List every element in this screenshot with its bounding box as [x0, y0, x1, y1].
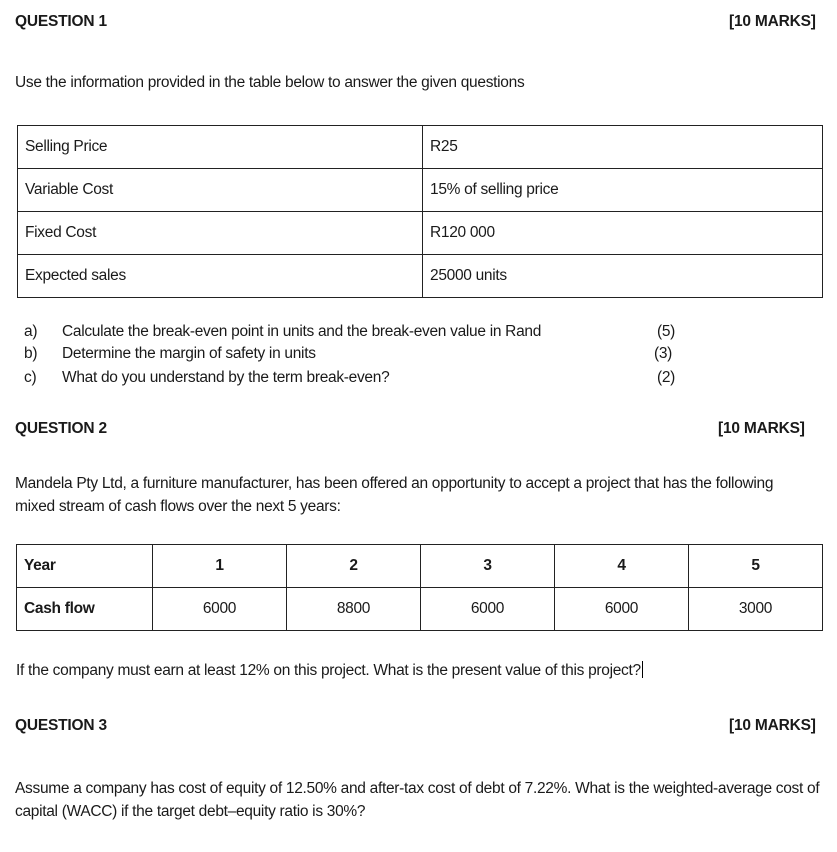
question-1-title: QUESTION 1	[15, 13, 107, 30]
table-cell-value: R120 000	[423, 212, 823, 255]
subquestion-letter: c)	[24, 369, 37, 386]
question-1-data-table	[17, 125, 823, 298]
subquestion-a	[0, 323, 837, 346]
question-2-prompt[interactable]	[16, 661, 643, 680]
table-row-cash-flows	[17, 588, 823, 631]
table-cell-label: Expected sales	[18, 255, 423, 298]
row-label-cash-flow: Cash flow	[17, 588, 153, 631]
table-row-years	[17, 545, 823, 588]
question-3-text: Assume a company has cost of equity of 12.50% and after-tax cost of debt of 7.22%. What is the weighted-average cost of capital (WACC) if the target debt–equity ratio is 30%?	[15, 780, 820, 820]
subquestion-text: Determine the margin of safety in units	[62, 345, 316, 362]
question-1-intro: Use the information provided in the table below to answer the given questions	[15, 74, 525, 91]
cash-flow-cell: 6000	[555, 588, 689, 631]
year-cell: 4	[555, 545, 689, 588]
subquestion-letter: b)	[24, 345, 38, 362]
subquestion-c	[0, 369, 837, 392]
subquestion-marks: (2)	[657, 369, 676, 386]
subquestion-text: Calculate the break-even point in units and the break-even value in Rand	[62, 323, 542, 340]
subquestion-marks: (3)	[654, 345, 673, 362]
question-1-marks: [10 MARKS]	[729, 13, 816, 30]
year-cell: 3	[421, 545, 555, 588]
question-3-marks: [10 MARKS]	[729, 717, 816, 734]
cash-flow-cell: 6000	[153, 588, 287, 631]
table-row	[18, 169, 823, 212]
cash-flow-table	[16, 544, 823, 631]
cash-flow-cell: 3000	[689, 588, 823, 631]
subquestion-text: What do you understand by the term break-even?	[62, 369, 390, 386]
question-2-prompt-text: If the company must earn at least 12% on this project. What is the present value of this project?	[16, 662, 641, 679]
year-cell: 1	[153, 545, 287, 588]
table-cell-label: Variable Cost	[18, 169, 423, 212]
cash-flow-cell: 8800	[287, 588, 421, 631]
subquestion-letter: a)	[24, 323, 38, 340]
question-3-title: QUESTION 3	[15, 717, 107, 734]
table-row	[18, 212, 823, 255]
table-cell-value: R25	[423, 126, 823, 169]
table-cell-value: 25000 units	[423, 255, 823, 298]
subquestion-marks: (5)	[657, 323, 676, 340]
question-2-title: QUESTION 2	[15, 420, 107, 437]
question-2-marks: [10 MARKS]	[718, 420, 805, 437]
subquestion-b	[0, 345, 837, 368]
text-cursor	[642, 661, 643, 678]
cash-flow-cell: 6000	[421, 588, 555, 631]
row-label-year: Year	[17, 545, 153, 588]
table-cell-label: Fixed Cost	[18, 212, 423, 255]
year-cell: 5	[689, 545, 823, 588]
question-2-intro: Mandela Pty Ltd, a furniture manufacturer, has been offered an opportunity to accept a project that has the following mixed stream of cash flows over the next 5 years:	[15, 475, 774, 515]
table-cell-value: 15% of selling price	[423, 169, 823, 212]
table-cell-label: Selling Price	[18, 126, 423, 169]
table-row	[18, 255, 823, 298]
table-row	[18, 126, 823, 169]
year-cell: 2	[287, 545, 421, 588]
